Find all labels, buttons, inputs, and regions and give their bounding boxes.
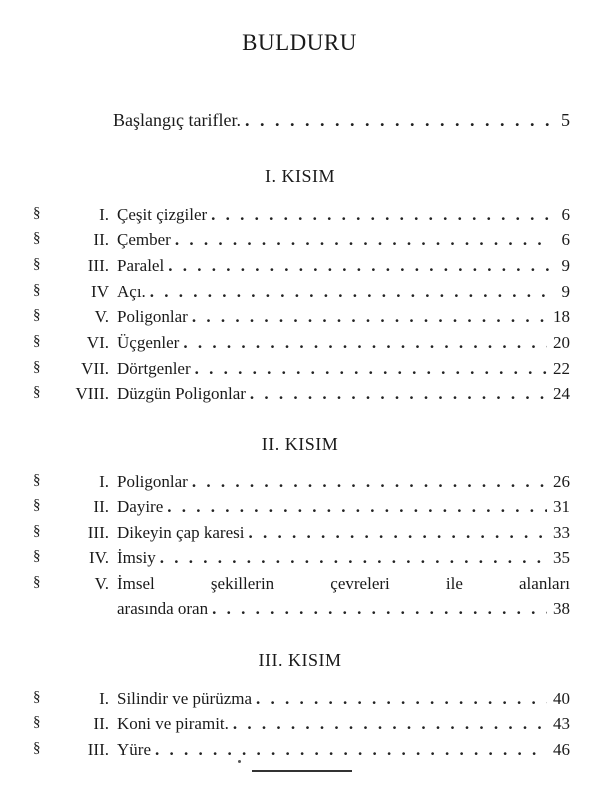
section-sign: § [33, 548, 41, 564]
entry-number: III. [87, 740, 109, 759]
entry-label: Açı. [117, 282, 146, 301]
leader-dots [192, 307, 547, 327]
entry-label: Dörtgenler [117, 359, 191, 378]
entry-number: VII. [81, 359, 109, 378]
entry-number: III. [87, 256, 109, 275]
leader-dots [175, 230, 550, 250]
toc-entry[interactable] [0, 472, 599, 498]
leader-dots [233, 714, 547, 734]
toc-entry[interactable] [0, 740, 599, 766]
entry-label: Paralel [117, 256, 165, 275]
entry-label: Dikeyin çap karesi [117, 523, 245, 542]
toc-entry[interactable] [0, 230, 599, 256]
ink-speck [238, 760, 241, 763]
entry-label: Düzgün Poligonlar [117, 384, 246, 403]
entry-label: Dayire [117, 497, 164, 516]
entry-number: I. [99, 205, 109, 224]
entry-label: Başlangıç tarifler. [113, 110, 241, 130]
entry-label-word: İmsel [117, 574, 155, 593]
entry-label: Poligonlar [117, 472, 188, 491]
entry-page-number: 5 [561, 110, 570, 130]
entry-label-line-1 [117, 574, 570, 594]
entry-number: I. [99, 689, 109, 708]
entry-label-word: alanları [519, 574, 570, 593]
entry-label: Yüre [117, 740, 151, 759]
toc-entry[interactable] [0, 689, 599, 715]
section-sign: § [33, 523, 41, 539]
section-sign: § [33, 256, 41, 272]
toc-entry[interactable] [0, 714, 599, 740]
entry-number: VIII. [75, 384, 109, 403]
leader-dots [248, 523, 547, 543]
entry-label: Silindir ve pürüzma [117, 689, 253, 708]
entry-page-number: 18 [553, 307, 570, 326]
leader-dots [192, 472, 547, 492]
leader-dots [250, 384, 547, 404]
toc-entry[interactable] [0, 359, 599, 385]
section-sign: § [33, 230, 41, 246]
part-title-2: II. KISIM [261, 434, 339, 454]
entry-label: Koni ve piramit. [117, 714, 229, 733]
section-sign: § [33, 282, 41, 298]
leader-dots [168, 256, 550, 276]
entry-page-number: 22 [553, 359, 570, 378]
toc-entry[interactable] [0, 574, 599, 600]
entry-number: V. [94, 307, 109, 326]
entry-number: II. [93, 230, 109, 249]
leader-dots [211, 205, 550, 225]
entry-label-word: ile [445, 574, 463, 593]
entry-page-number: 20 [553, 333, 570, 352]
leader-dots [256, 689, 547, 709]
section-sign: § [33, 472, 41, 488]
toc-entry[interactable] [0, 282, 599, 308]
entry-number: V. [94, 574, 109, 593]
entry-label-word: şekillerin [210, 574, 275, 593]
entry-page-number: 9 [561, 256, 570, 275]
section-sign: § [33, 714, 41, 730]
leader-dots [183, 333, 547, 353]
footer-rule [252, 770, 352, 772]
leader-dots [245, 110, 550, 131]
leader-dots [195, 359, 547, 379]
entry-label: Poligonlar [117, 307, 188, 326]
section-sign: § [33, 307, 41, 323]
entry-page-number: 6 [561, 205, 570, 224]
entry-page-number: 6 [561, 230, 570, 249]
page-title: BULDURU [242, 30, 357, 55]
entry-page-number: 46 [553, 740, 570, 759]
entry-page-number: 35 [553, 548, 570, 567]
entry-number: I. [99, 472, 109, 491]
entry-label: Üçgenler [117, 333, 180, 352]
entry-label: Çeşit çizgiler [117, 205, 208, 224]
part-title-1: I. KISIM [265, 166, 335, 186]
entry-label-word: çevreleri [330, 574, 390, 593]
entry-page-number: 33 [553, 523, 570, 542]
entry-page-number: 26 [553, 472, 570, 491]
entry-number: II. [93, 497, 109, 516]
toc-entry[interactable] [0, 384, 599, 410]
entry-page-number: 31 [553, 497, 570, 516]
leader-dots [150, 282, 550, 302]
toc-entry[interactable] [0, 205, 599, 231]
toc-entry[interactable] [0, 307, 599, 333]
section-sign: § [33, 740, 41, 756]
section-sign: § [33, 205, 41, 221]
section-sign: § [33, 333, 41, 349]
entry-number: VI. [86, 333, 109, 352]
section-sign: § [33, 497, 41, 513]
toc-entry-continuation[interactable] [0, 599, 599, 625]
entry-label: arasında oran [117, 599, 209, 618]
entry-page-number: 43 [553, 714, 570, 733]
entry-number: IV [91, 282, 109, 301]
section-sign: § [33, 384, 41, 400]
leader-dots [155, 740, 547, 760]
leader-dots [212, 599, 547, 619]
section-sign: § [33, 574, 41, 590]
entry-page-number: 9 [561, 282, 570, 301]
toc-entry[interactable] [0, 497, 599, 523]
entry-number: II. [93, 714, 109, 733]
toc-entry[interactable] [0, 523, 599, 549]
toc-entry-intro[interactable] [113, 110, 570, 136]
toc-entry[interactable] [0, 256, 599, 282]
entry-number: III. [87, 523, 109, 542]
entry-number: IV. [89, 548, 109, 567]
leader-dots [167, 497, 547, 517]
toc-entry[interactable] [0, 333, 599, 359]
part-title-3: III. KISIM [258, 650, 342, 670]
section-sign: § [33, 359, 41, 375]
leader-dots [160, 548, 547, 568]
entry-page-number: 38 [553, 599, 570, 618]
entry-page-number: 40 [553, 689, 570, 708]
entry-page-number: 24 [553, 384, 570, 403]
section-sign: § [33, 689, 41, 705]
toc-entry[interactable] [0, 548, 599, 574]
entry-label: İmsiy [117, 548, 156, 567]
entry-label: Çember [117, 230, 171, 249]
